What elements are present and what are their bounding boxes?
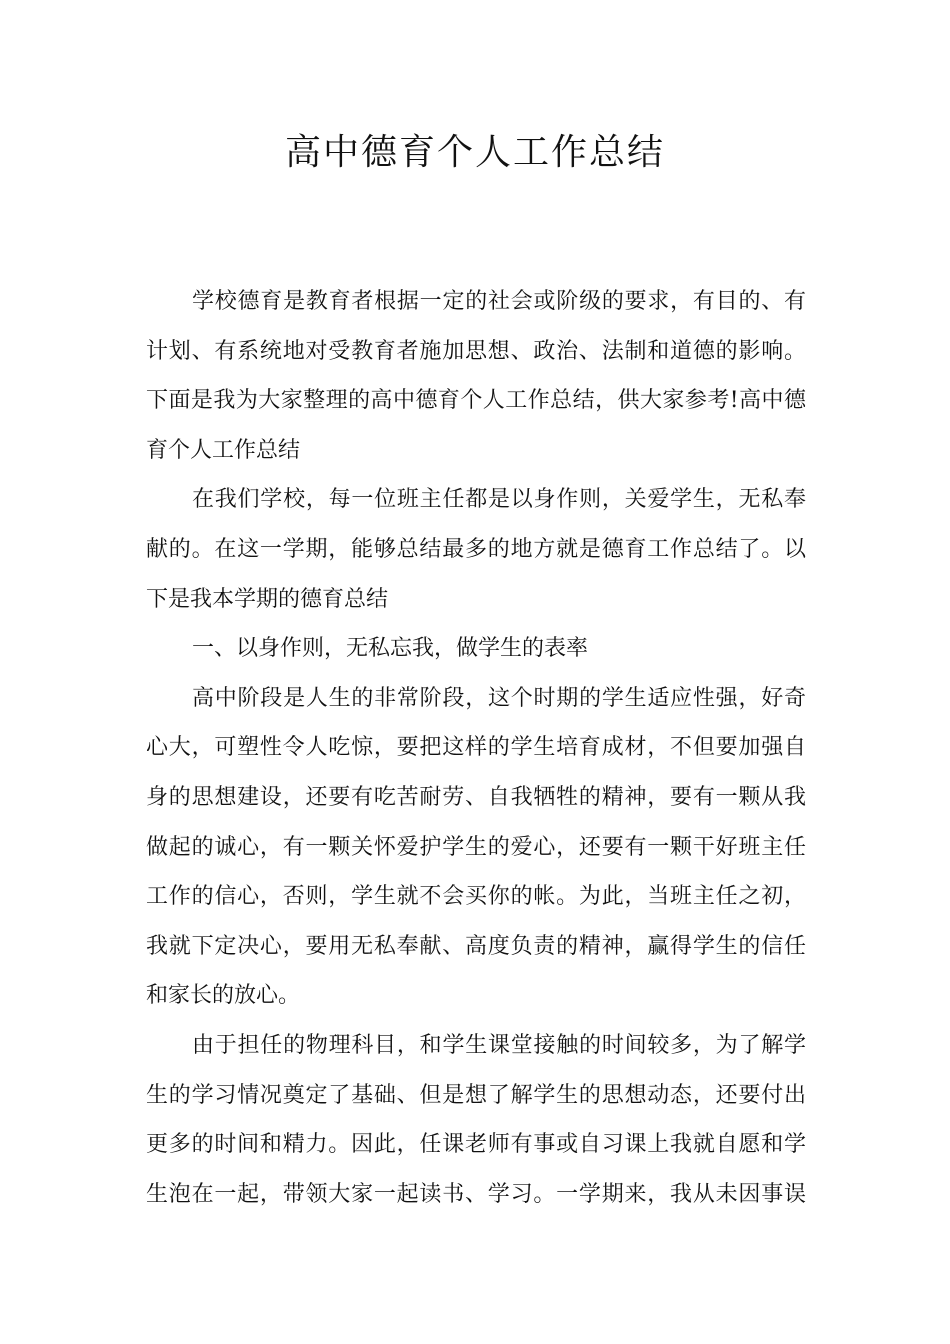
text-line: 计划、有系统地对受教育者施加思想、政治、法制和道德的影响。 [146, 338, 806, 364]
text-line: 高中阶段是人生的非常阶段，这个时期的学生适应性强，好奇 [192, 685, 806, 711]
text-line: 心大，可塑性令人吃惊，要把这样的学生培育成材，不但要加强自 [146, 735, 806, 761]
text-line: 由于担任的物理科目，和学生课堂接触的时间较多，为了解学 [192, 1032, 806, 1058]
text-line: 生泡在一起，带领大家一起读书、学习。一学期来，我从未因事误 [146, 1181, 806, 1207]
paragraph-stage [146, 674, 806, 1021]
text-line: 育个人工作总结 [146, 437, 301, 463]
text-line: 我就下定决心，要用无私奉献、高度负责的精神，赢得学生的信任 [146, 933, 806, 959]
text-line: 更多的时间和精力。因此，任课老师有事或自习课上我就自愿和学 [146, 1132, 806, 1158]
text-line: 下面是我为大家整理的高中德育个人工作总结，供大家参考!高中德 [146, 388, 806, 414]
text-line: 做起的诚心，有一颗关怀爱护学生的爱心，还要有一颗干好班主任 [146, 834, 806, 860]
text-line: 献的。在这一学期，能够总结最多的地方就是德育工作总结了。以 [146, 536, 806, 562]
paragraph-school [146, 475, 806, 624]
text-line: 工作的信心，否则，学生就不会买你的帐。为此，当班主任之初， [146, 884, 806, 910]
section-heading-text: 一、以身作则，无私忘我，做学生的表率 [192, 636, 589, 662]
text-line: 和家长的放心。 [146, 983, 301, 1009]
text-line: 生的学习情况奠定了基础、但是想了解学生的思想动态，还要付出 [146, 1082, 806, 1108]
text-line: 在我们学校，每一位班主任都是以身作则，关爱学生，无私奉 [192, 487, 806, 513]
document-title: 高中德育个人工作总结 [284, 132, 665, 173]
document-body [146, 277, 806, 1219]
text-line: 身的思想建设，还要有吃苦耐劳、自我牺牲的精神，要有一颗从我 [146, 784, 806, 810]
paragraph-physics [146, 1021, 806, 1219]
text-line: 学校德育是教育者根据一定的社会或阶级的要求，有目的、有 [192, 289, 806, 314]
text-line: 下是我本学期的德育总结 [146, 586, 389, 612]
paragraph-intro [146, 277, 806, 475]
section-heading [146, 624, 806, 674]
